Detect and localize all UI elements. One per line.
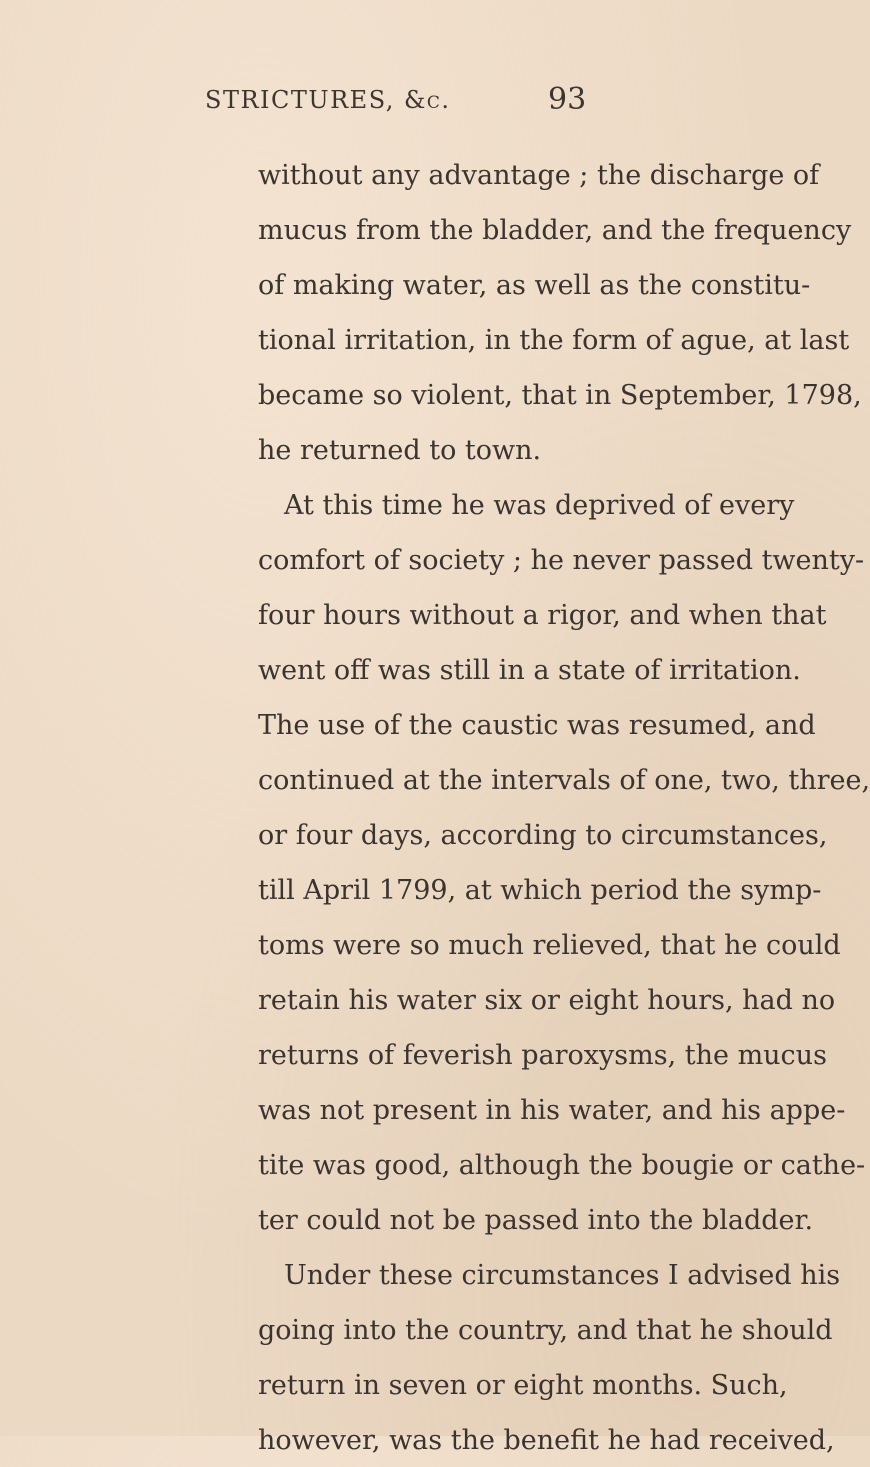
text-line-23: return in seven or eight months. Such,: [258, 1370, 788, 1401]
running-head: [0, 82, 800, 122]
text-line-16: retain his water six or eight hours, had no: [258, 985, 836, 1016]
text-line-20: ter could not be passed into the bladder.: [258, 1205, 814, 1236]
text-line-17: returns of feverish paroxysms, the mucus: [258, 1040, 827, 1071]
text-line-19: tite was good, although the bougie or cathe-: [258, 1150, 866, 1181]
text-line-9: four hours without a rigor, and when that: [258, 600, 827, 631]
text-line-11: The use of the caustic was resumed, and: [258, 710, 816, 741]
running-title: STRICTURES, &c.: [205, 86, 451, 114]
text-line-12: continued at the intervals of one, two, three,: [258, 765, 870, 796]
text-line-10: went off was still in a state of irritation.: [258, 655, 801, 686]
text-line-18: was not present in his water, and his appe-: [258, 1095, 846, 1126]
text-line-4: tional irritation, in the form of ague, at last: [258, 325, 850, 356]
text-line-5: became so violent, that in September, 1798,: [258, 380, 862, 411]
text-line-22: going into the country, and that he should: [258, 1315, 833, 1346]
text-line-24: however, was the benefit he had received,: [258, 1425, 835, 1456]
text-line-3: of making water, as well as the constitu-: [258, 270, 811, 301]
text-line-15: toms were so much relieved, that he could: [258, 930, 841, 961]
text-line-2: mucus from the bladder, and the frequency: [258, 215, 852, 246]
text-line-7: At this time he was deprived of every: [284, 490, 795, 521]
text-line-21: Under these circumstances I advised his: [284, 1260, 841, 1291]
text-line-1: without any advantage ; the discharge of: [258, 160, 820, 191]
text-line-8: comfort of society ; he never passed twenty-: [258, 545, 865, 576]
text-line-6: he returned to town.: [258, 435, 542, 466]
text-line-13: or four days, according to circumstances,: [258, 820, 828, 851]
text-line-14: till April 1799, at which period the symp-: [258, 875, 822, 906]
page-number: 93: [548, 82, 587, 117]
